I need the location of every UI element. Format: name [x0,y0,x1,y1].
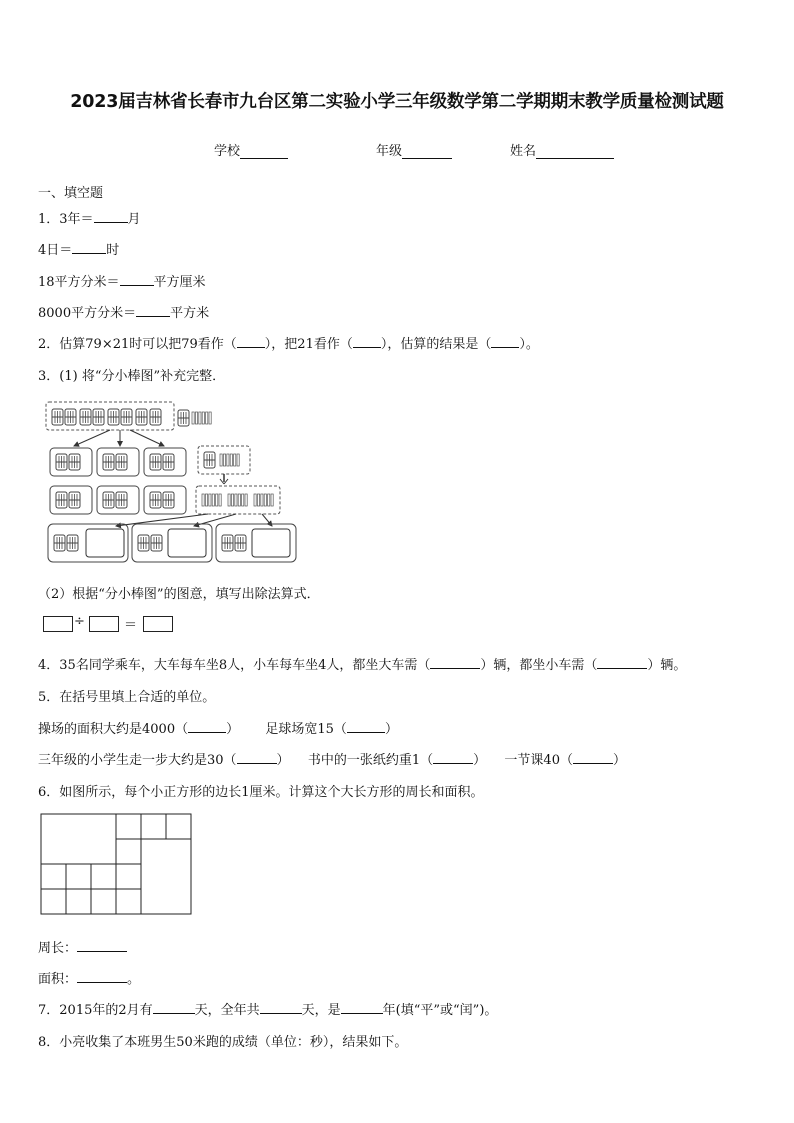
q3-intro: 3．(1) 将“分小棒图”补充完整． [38,369,226,384]
answer-blank[interactable] [237,335,265,348]
q7-text-d: 年(填“平”或“闰”)。 [382,1003,498,1018]
divide-sign: ÷ [74,614,85,629]
rectangle-grid-figure [40,813,192,915]
quotient-box[interactable] [143,616,173,632]
q1-line2 [38,239,119,258]
q1-l1-unit: 月 [127,212,141,227]
area-end: 。 [127,972,141,987]
q5-d-text: 书中的一张纸约重1（ [307,753,434,768]
answer-blank[interactable] [353,335,381,348]
answer-blank[interactable] [188,720,226,733]
divisor-box[interactable] [89,616,119,632]
q1-line1 [38,208,141,227]
answer-blank[interactable] [573,751,613,764]
answer-blank[interactable] [341,1001,383,1014]
q5-b-close: ） [384,722,398,737]
q5-a-close: ） [226,722,240,737]
q4 [38,654,686,673]
perimeter-label: 周长： [38,941,78,956]
q5-line1 [38,718,398,737]
dividend-box[interactable] [43,616,73,632]
q5-a-text: 操场的面积大约是4000（ [38,722,189,737]
q7-text-b: 天，全年共 [194,1003,260,1018]
q2-text-b: ），把21看作（ [264,337,353,352]
answer-blank[interactable] [237,751,277,764]
q2-text-a: 2．估算79×21时可以把79看作（ [38,337,237,352]
q1-l4-text: 8000平方分米＝ [38,306,137,321]
q7 [38,999,497,1018]
q5-b-text: 足球场宽15（ [265,722,347,737]
q1-l3-unit: 平方厘米 [153,275,206,290]
q6-area [38,968,140,987]
q1-l3-text: 18平方分米＝ [38,275,120,290]
q1-l2-text: 4日＝ [38,243,73,258]
name-field [510,140,614,159]
q1-l2-unit: 时 [106,243,120,258]
answer-blank[interactable] [347,720,385,733]
q7-text-c: 天，是 [301,1003,341,1018]
q6-perimeter [38,937,127,956]
q5-intro: 5．在括号里填上合适的单位。 [38,690,216,705]
q2 [38,333,539,352]
school-field [214,140,288,159]
answer-blank[interactable] [136,304,170,317]
q5-line2 [38,749,626,768]
q1-line3 [38,271,206,290]
q5-d-close: ） [473,753,487,768]
stick-division-diagram [40,396,300,568]
q5-e-text: 一节课40（ [504,753,573,768]
q1-line4 [38,302,209,321]
answer-blank[interactable] [433,751,473,764]
grade-label: 年级 [376,144,403,159]
area-blank[interactable] [77,970,127,983]
answer-blank[interactable] [260,1001,302,1014]
q6-intro: 6．如图所示，每个小正方形的边长1厘米。计算这个大长方形的周长和面积。 [38,785,484,800]
q2-text-d: ）。 [519,337,539,352]
q4-text-c: ）辆。 [647,658,687,673]
school-label: 学校 [214,144,241,159]
answer-blank[interactable] [72,241,106,254]
section-heading: 一、填空题 [38,186,104,201]
answer-blank[interactable] [94,210,128,223]
q7-text-a: 7．2015年的2月有 [38,1003,153,1018]
q3-part2: （2）根据“分小棒图”的图意，填写出除法算式． [38,587,320,602]
school-blank[interactable] [240,145,288,159]
name-label: 姓名 [510,144,537,159]
answer-blank[interactable] [597,656,647,669]
q5-e-close: ） [612,753,626,768]
q4-text-a: 4．35名同学乘车，大车每车坐8人，小车每车坐4人，都坐大车需（ [38,658,431,673]
area-label: 面积： [38,972,78,987]
answer-blank[interactable] [120,273,154,286]
grade-blank[interactable] [402,145,452,159]
name-blank[interactable] [536,145,614,159]
perimeter-blank[interactable] [77,939,127,952]
q5-c-text: 三年级的小学生走一步大约是30（ [38,753,237,768]
q5-c-close: ） [276,753,290,768]
q8: 8．小亮收集了本班男生50米跑的成绩（单位：秒），结果如下。 [38,1035,408,1050]
q1-l1-text: 1．3年＝ [38,212,94,227]
answer-blank[interactable] [153,1001,195,1014]
q2-text-c: ），估算的结果是（ [380,337,492,352]
q1-l4-unit: 平方米 [170,306,210,321]
page-title: 2023届吉林省长春市九台区第二实验小学三年级数学第二学期期末教学质量检测试题 [70,92,724,112]
answer-blank[interactable] [491,335,519,348]
q4-text-b: ）辆，都坐小车需（ [480,658,598,673]
answer-blank[interactable] [430,656,480,669]
grade-field [376,140,452,159]
equals-sign: ＝ [124,618,138,633]
